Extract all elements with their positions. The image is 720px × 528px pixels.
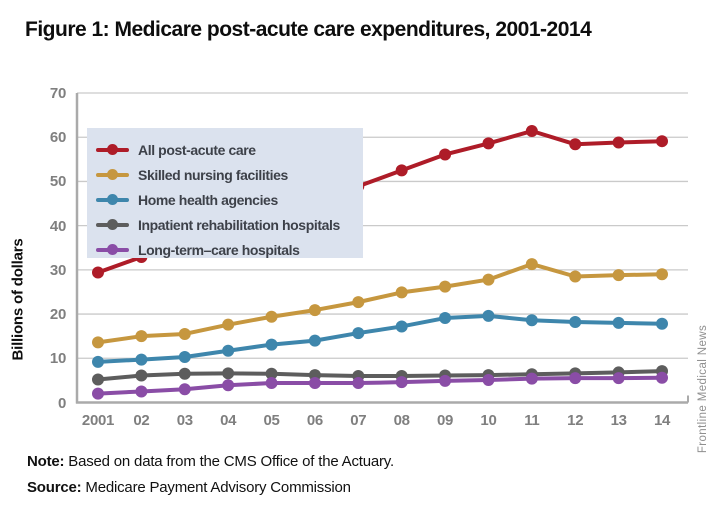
data-point-marker bbox=[135, 330, 147, 342]
legend-item-label: All post-acute care bbox=[138, 141, 256, 158]
data-point-marker bbox=[222, 319, 234, 331]
legend-item-label: Long-term–care hospitals bbox=[138, 241, 300, 258]
x-axis-tick-label: 04 bbox=[220, 411, 237, 429]
data-point-marker bbox=[526, 373, 538, 385]
y-axis-tick-label: 60 bbox=[49, 129, 66, 147]
figure-footer bbox=[27, 453, 394, 505]
data-point-marker bbox=[439, 375, 451, 387]
legend-item bbox=[96, 212, 363, 237]
legend-line-dot-icon bbox=[96, 244, 129, 256]
data-point-marker bbox=[656, 268, 668, 280]
data-point-marker bbox=[92, 356, 104, 368]
data-point-marker bbox=[439, 148, 451, 160]
data-point-marker bbox=[526, 314, 538, 326]
data-point-marker bbox=[656, 318, 668, 330]
data-point-marker bbox=[656, 135, 668, 147]
y-axis-tick-label: 10 bbox=[49, 350, 66, 368]
data-point-marker bbox=[266, 377, 278, 389]
data-point-marker bbox=[482, 137, 494, 149]
watermark-text: Frontline Medical News bbox=[697, 324, 709, 454]
x-axis-tick-label: 13 bbox=[610, 411, 627, 429]
note-line bbox=[27, 453, 394, 470]
data-point-marker bbox=[526, 125, 538, 137]
y-axis-tick-label: 20 bbox=[49, 306, 66, 324]
legend-item bbox=[96, 162, 363, 187]
source-label: Source: bbox=[27, 479, 82, 496]
data-point-marker bbox=[613, 137, 625, 149]
data-point-marker bbox=[222, 345, 234, 357]
y-axis-title: Billions of dollars bbox=[9, 238, 27, 361]
legend-item bbox=[96, 187, 363, 212]
legend-line-dot-icon bbox=[96, 144, 129, 156]
chart-legend bbox=[87, 128, 363, 258]
data-point-marker bbox=[222, 367, 234, 379]
legend-line-dot-icon bbox=[96, 219, 129, 231]
x-axis-tick-label: 09 bbox=[437, 411, 454, 429]
source-line bbox=[27, 479, 394, 496]
data-point-marker bbox=[266, 339, 278, 351]
data-point-marker bbox=[482, 310, 494, 322]
data-point-marker bbox=[439, 281, 451, 293]
data-point-marker bbox=[613, 269, 625, 281]
legend-item bbox=[96, 237, 363, 262]
data-point-marker bbox=[92, 336, 104, 348]
data-point-marker bbox=[569, 372, 581, 384]
data-point-marker bbox=[266, 311, 278, 323]
data-point-marker bbox=[396, 320, 408, 332]
legend-item bbox=[96, 137, 363, 162]
y-axis-tick-label: 40 bbox=[49, 217, 66, 235]
legend-item-label: Inpatient rehabilitation hospitals bbox=[138, 216, 340, 233]
data-point-marker bbox=[396, 286, 408, 298]
data-point-marker bbox=[135, 385, 147, 397]
note-label: Note: bbox=[27, 453, 65, 470]
y-axis-tick-label: 70 bbox=[49, 85, 66, 102]
note-text: Based on data from the CMS Office of the Actuary. bbox=[64, 453, 394, 470]
data-point-marker bbox=[396, 376, 408, 388]
x-axis-tick-label: 03 bbox=[176, 411, 193, 429]
source-text: Medicare Payment Advisory Commission bbox=[81, 479, 351, 496]
data-point-marker bbox=[352, 377, 364, 389]
y-axis-tick-label: 0 bbox=[57, 394, 66, 412]
data-point-marker bbox=[482, 374, 494, 386]
data-point-marker bbox=[656, 372, 668, 384]
x-axis-tick-label: 08 bbox=[393, 411, 410, 429]
x-axis-tick-label: 10 bbox=[480, 411, 497, 429]
legend-item-label: Skilled nursing facilities bbox=[138, 166, 288, 183]
x-axis-tick-label: 11 bbox=[524, 411, 540, 429]
y-axis-tick-label: 50 bbox=[49, 173, 66, 191]
figure-title: Figure 1: Medicare post-acute care expenditures, 2001-2014 bbox=[25, 18, 592, 41]
data-point-marker bbox=[569, 316, 581, 328]
x-axis-tick-label: 2001 bbox=[81, 411, 115, 429]
x-axis-tick-label: 14 bbox=[653, 411, 671, 429]
x-axis-tick-label: 06 bbox=[306, 411, 323, 429]
chart-area bbox=[0, 55, 720, 454]
x-axis-tick-label: 07 bbox=[350, 411, 367, 429]
data-point-marker bbox=[352, 327, 364, 339]
data-point-marker bbox=[92, 388, 104, 400]
x-axis-tick-label: 12 bbox=[567, 411, 584, 429]
data-point-marker bbox=[135, 354, 147, 366]
data-point-marker bbox=[482, 274, 494, 286]
data-point-marker bbox=[439, 312, 451, 324]
y-axis-tick-label: 30 bbox=[49, 261, 66, 279]
data-point-marker bbox=[179, 328, 191, 340]
data-point-marker bbox=[569, 138, 581, 150]
x-axis-tick-label: 05 bbox=[263, 411, 280, 429]
data-point-marker bbox=[526, 258, 538, 270]
data-point-marker bbox=[179, 351, 191, 363]
data-point-marker bbox=[222, 379, 234, 391]
data-point-marker bbox=[613, 317, 625, 329]
x-axis-tick-label: 02 bbox=[133, 411, 150, 429]
data-point-marker bbox=[569, 270, 581, 282]
data-point-marker bbox=[309, 377, 321, 389]
legend-line-dot-icon bbox=[96, 194, 129, 206]
data-point-marker bbox=[92, 374, 104, 386]
data-point-marker bbox=[613, 372, 625, 384]
legend-item-label: Home health agencies bbox=[138, 191, 278, 208]
data-point-marker bbox=[309, 335, 321, 347]
data-point-marker bbox=[396, 164, 408, 176]
data-point-marker bbox=[352, 296, 364, 308]
data-point-marker bbox=[179, 383, 191, 395]
data-point-marker bbox=[92, 267, 104, 279]
data-point-marker bbox=[135, 370, 147, 382]
legend-line-dot-icon bbox=[96, 169, 129, 181]
data-point-marker bbox=[309, 304, 321, 316]
data-point-marker bbox=[179, 368, 191, 380]
